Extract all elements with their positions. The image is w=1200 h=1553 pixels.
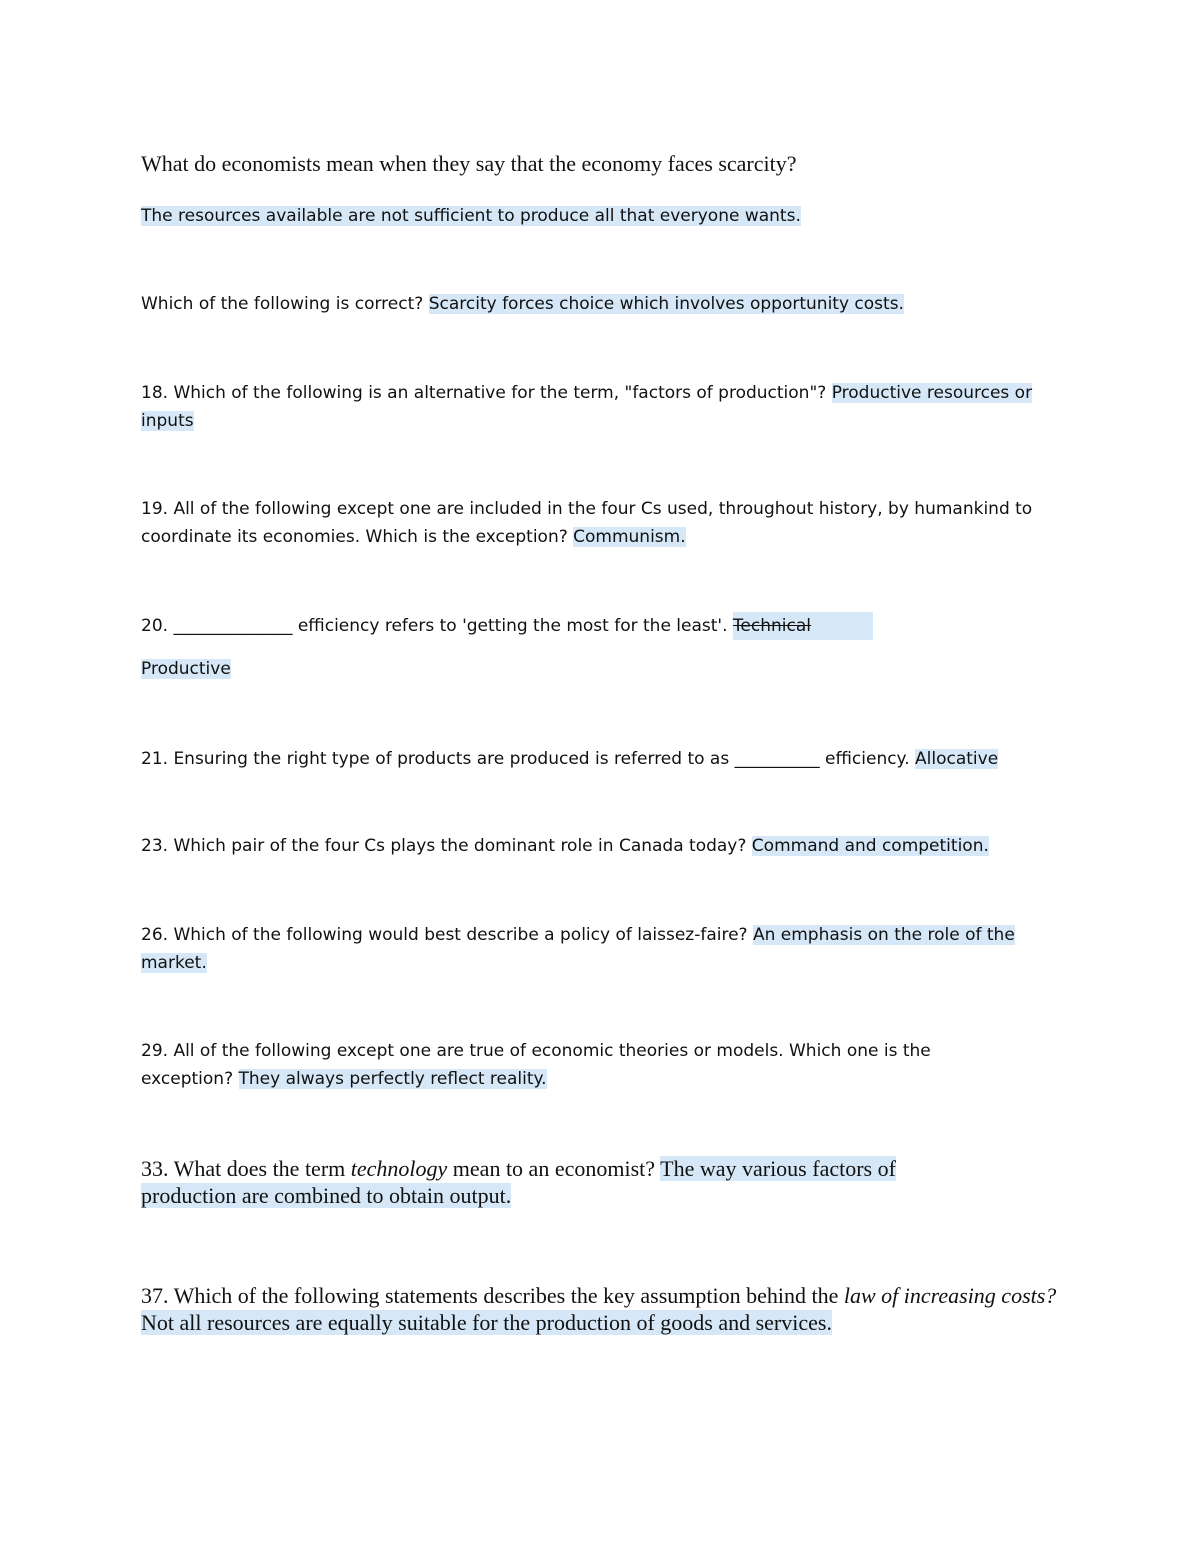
question-26: [141, 921, 1051, 977]
answer-highlight: Productive: [141, 659, 231, 679]
question-20: [141, 612, 1061, 640]
question-text: Which of the following is correct?: [141, 294, 429, 314]
question-scarcity: [141, 150, 1061, 177]
question-text: 19. All of the following except one are included in the four Cs used, throughout history, by humankind to coordinate its economies. Which is the exception?: [141, 499, 1033, 547]
question-correct: [141, 290, 1061, 318]
question-18: [141, 379, 1061, 435]
question-term: law of increasing costs?: [843, 1283, 1057, 1308]
question-text: 21. Ensuring the right type of products are produced is referred to as __________ efficiency.: [141, 749, 916, 769]
answer-highlight: Allocative: [915, 749, 999, 769]
question-text: 29. All of the following except one are true of economic theories or models. Which one is the exception?: [141, 1041, 931, 1089]
question-text: What do economists mean when they say that the economy faces scarcity?: [141, 151, 797, 176]
struck-answer-highlight: [733, 612, 873, 640]
question-text-pre: 33. What does the term: [141, 1156, 351, 1181]
question-term: technology: [350, 1156, 448, 1181]
answer-highlight: They always perfectly reflect reality.: [238, 1069, 547, 1089]
answer-highlight: Productive resources or inputs: [141, 383, 1033, 431]
answer-highlight: Not all resources are equally suitable for the production of goods and services.: [141, 1310, 832, 1335]
question-29: [141, 1037, 1021, 1093]
answer-scarcity: [141, 202, 1061, 230]
question-21: [141, 745, 1061, 773]
question-text: 23. Which pair of the four Cs plays the dominant role in Canada today?: [141, 836, 752, 856]
question-33: [141, 1155, 991, 1209]
question-text: 18. Which of the following is an alternative for the term, "factors of production"?: [141, 383, 832, 403]
answer-highlight: Command and competition.: [751, 836, 989, 856]
question-37: [141, 1282, 1066, 1336]
answer-highlight: Scarcity forces choice which involves opportunity costs.: [428, 294, 904, 314]
answer-highlight: The way various factors of production are combined to obtain output.: [141, 1156, 896, 1208]
question-text-pre: 37. Which of the following statements describes the key assumption behind the: [141, 1283, 844, 1308]
question-19: [141, 495, 1061, 551]
answer-highlight: Communism.: [573, 527, 686, 547]
question-text: 26. Which of the following would best describe a policy of laissez-faire?: [141, 925, 753, 945]
question-text: 20. ______________ efficiency refers to 'getting the most for the least'.: [141, 616, 733, 636]
answer-highlight: An emphasis on the role of the market.: [141, 925, 1015, 973]
question-23: [141, 832, 1061, 860]
answer-20: [141, 655, 1061, 683]
answer-highlight: The resources available are not sufficient to produce all that everyone wants.: [141, 206, 801, 226]
struck-answer: Technical: [732, 616, 811, 636]
question-text-post: mean to an economist?: [447, 1156, 661, 1181]
